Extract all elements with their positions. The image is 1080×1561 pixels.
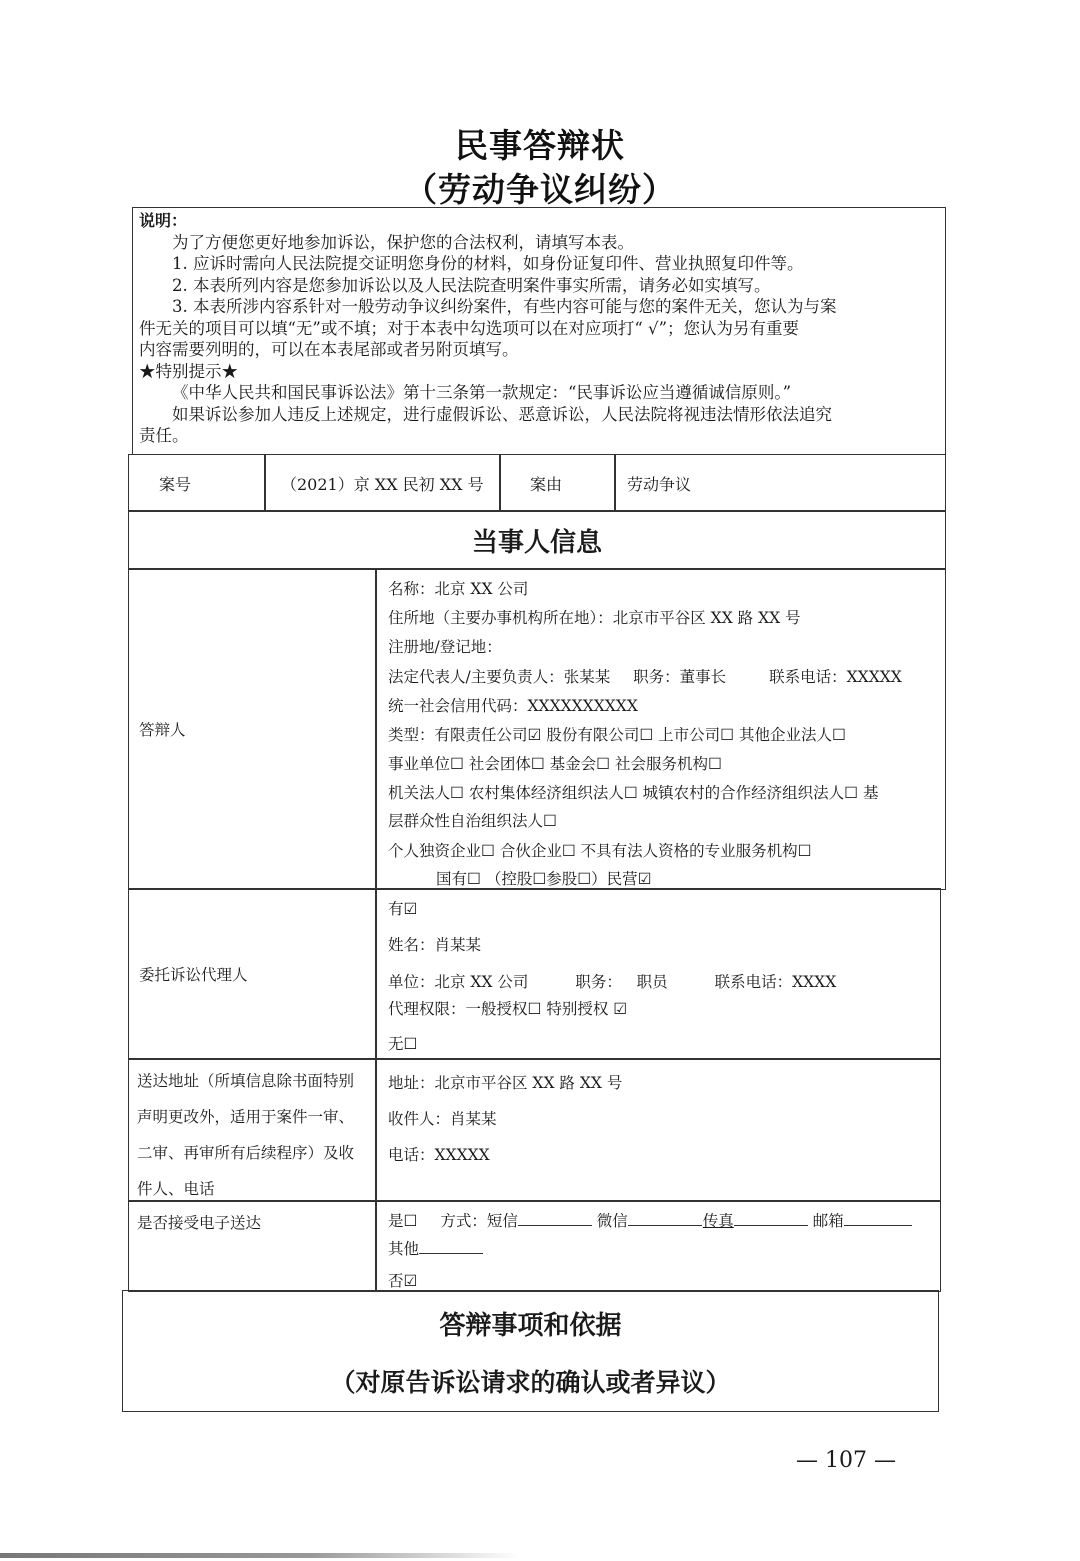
- service-label-4: 件人、电话: [137, 1180, 215, 1198]
- service-recipient: 收件人：肖某某: [388, 1110, 497, 1128]
- notes-item-1: 1. 应诉时需向人民法院提交证明您身份的材料，如身份证复印件、营业执照复印件等。: [172, 254, 804, 273]
- scan-edge-shadow: [0, 1553, 520, 1558]
- e-service-label: 是否接受电子送达: [128, 1200, 377, 1292]
- agent-phone: 联系电话：XXXX: [714, 973, 837, 991]
- agent-name: 姓名：肖某某: [388, 936, 482, 954]
- rep-position: 职务：董事长: [633, 668, 727, 686]
- agent-unit-row: [388, 970, 836, 992]
- page-number: — 107 —: [796, 1448, 896, 1473]
- notes-item-3: 3. 本表所涉内容系针对一般劳动争议纠纷案件，有些内容可能与您的案件无关，您认为与案: [172, 297, 837, 316]
- wechat-field[interactable]: [628, 1211, 702, 1226]
- notes-item-3-cont: 件无关的项目可以填“无”或不填；对于本表中勾选项可以在对应项打“ √”；您认为另有重要: [139, 318, 799, 338]
- respondent-details: [375, 568, 946, 890]
- respondent-type-4[interactable]: 层群众性自治组织法人☐: [388, 812, 557, 830]
- respondent-rep: [388, 665, 902, 687]
- agent-label: 委托诉讼代理人: [128, 888, 377, 1060]
- sms-field[interactable]: [518, 1211, 592, 1226]
- document-subtitle: （劳动争议纠纷）: [404, 170, 676, 209]
- case-cause-label: 案由: [499, 454, 616, 512]
- defense-section: [122, 1290, 939, 1412]
- notes-intro: 为了方便您更好地参加诉讼，保护您的合法权利，请填写本表。: [172, 232, 634, 252]
- case-cause-value: 劳动争议: [614, 454, 946, 512]
- service-label-3: 二审、再审所有后续程序）及收: [137, 1144, 355, 1162]
- respondent-type-6[interactable]: 国有☐ （控股☐参股☐）民营☑: [436, 870, 652, 888]
- rep-name: 法定代表人/主要负责人：张某某: [388, 668, 611, 686]
- respondent-credit-code: 统一社会信用代码：XXXXXXXXXX: [388, 697, 638, 715]
- e-service-details: [375, 1200, 941, 1292]
- instructions-box: [132, 207, 946, 455]
- document-title: 民事答辩状: [455, 126, 625, 165]
- notes-item-2: 2. 本表所列内容是您参加诉讼以及人民法院查明案件事实所需，请务必如实填写。: [172, 275, 771, 295]
- agent-position: 职务： 职员: [575, 973, 668, 991]
- service-address: 地址：北京市平谷区 XX 路 XX 号: [388, 1074, 623, 1092]
- respondent-name: 名称：北京 XX 公司: [388, 580, 529, 598]
- e-service-no[interactable]: 否☑: [388, 1272, 418, 1290]
- service-phone: 电话：XXXXX: [388, 1146, 490, 1164]
- service-address-details: [375, 1058, 941, 1202]
- e-service-sms: 方式：短信: [440, 1212, 518, 1230]
- respondent-domicile: 住所地（主要办事机构所在地）：北京市平谷区 XX 路 XX 号: [388, 609, 801, 627]
- special-notice-heading: ★特别提示★: [139, 361, 238, 381]
- case-no-label: 案号: [128, 454, 266, 512]
- defense-section-title: 答辩事项和依据: [439, 1311, 622, 1341]
- parties-section-title: 当事人信息: [128, 510, 946, 570]
- e-service-other-row: [388, 1237, 483, 1259]
- e-service-yes-row: [388, 1209, 912, 1231]
- defense-section-subtitle: （对原告诉讼请求的确认或者异议）: [330, 1368, 731, 1397]
- e-service-yes[interactable]: 是☐: [388, 1212, 418, 1230]
- agent-unit: 单位：北京 XX 公司: [388, 973, 529, 991]
- respondent-label: 答辩人: [128, 568, 377, 890]
- special-notice-2-cont: 责任。: [139, 426, 189, 445]
- rep-phone: 联系电话：XXXXX: [769, 668, 902, 686]
- agent-details: [375, 888, 941, 1060]
- service-label-1: 送达地址（所填信息除书面特别: [137, 1072, 355, 1090]
- service-label-2: 声明更改外，适用于案件一审、: [137, 1108, 355, 1126]
- e-service-fax: 传真: [702, 1212, 734, 1230]
- case-no-value: （2021）京 XX 民初 XX 号: [264, 454, 501, 512]
- e-service-other: 其他: [388, 1240, 420, 1258]
- service-address-label: [128, 1058, 377, 1202]
- notes-item-3-cont2: 内容需要列明的，可以在本表尾部或者另附页填写。: [139, 340, 519, 359]
- agent-none[interactable]: 无☐: [388, 1035, 418, 1053]
- respondent-registered: 注册地/登记地：: [388, 638, 502, 656]
- notes-heading: 说明：: [139, 211, 188, 230]
- e-service-email: 邮箱: [812, 1212, 844, 1230]
- email-field[interactable]: [844, 1211, 912, 1226]
- special-notice-2: 如果诉讼参加人违反上述规定，进行虚假诉讼、恶意诉讼，人民法院将视违法情形依法追究: [172, 404, 832, 424]
- agent-authority[interactable]: 代理权限：一般授权☐ 特别授权 ☑: [388, 1000, 628, 1018]
- fax-field[interactable]: [734, 1211, 808, 1226]
- other-field[interactable]: [419, 1239, 483, 1254]
- special-notice-1: 《中华人民共和国民事诉讼法》第十三条第一款规定：“民事诉讼应当遵循诚信原则。”: [172, 383, 792, 402]
- respondent-type-5[interactable]: 个人独资企业☐ 合伙企业☐ 不具有法人资格的专业服务机构☐: [388, 842, 812, 860]
- e-service-wechat: 微信: [596, 1212, 628, 1230]
- agent-has[interactable]: 有☑: [388, 900, 418, 918]
- respondent-type-1[interactable]: 类型：有限责任公司☑ 股份有限公司☐ 上市公司☐ 其他企业法人☐: [388, 726, 846, 744]
- respondent-type-2[interactable]: 事业单位☐ 社会团体☐ 基金会☐ 社会服务机构☐: [388, 755, 722, 773]
- respondent-type-3[interactable]: 机关法人☐ 农村集体经济组织法人☐ 城镇农村的合作经济组织法人☐ 基: [388, 784, 879, 802]
